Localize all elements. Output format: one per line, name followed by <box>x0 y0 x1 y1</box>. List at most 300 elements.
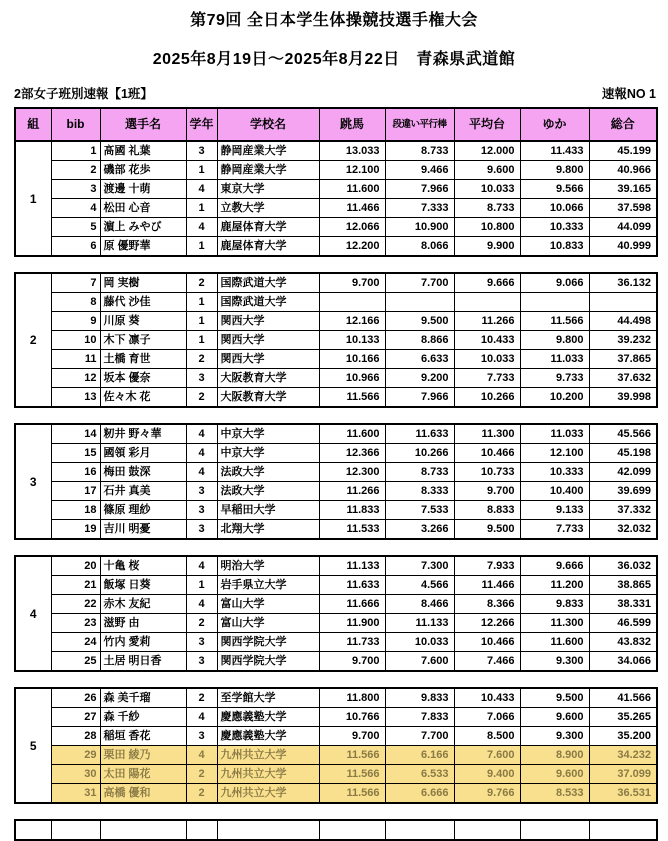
total-score-cell: 45.198 <box>589 444 657 463</box>
next-block-empty-cell <box>186 820 217 840</box>
bulletin-number: 速報NO 1 <box>601 87 656 101</box>
total-score-cell: 36.032 <box>589 556 657 576</box>
total-score-cell: 38.865 <box>589 576 657 595</box>
group-3-block <box>14 423 658 540</box>
uneven-bars-score-cell: 9.200 <box>385 369 454 388</box>
total-score-cell: 46.599 <box>589 614 657 633</box>
group-cell: 4 <box>15 556 51 671</box>
total-score-cell: 40.999 <box>589 237 657 257</box>
athlete-row-bib-12 <box>15 369 657 388</box>
uneven-bars-score-cell: 7.333 <box>385 199 454 218</box>
floor-score-cell: 9.833 <box>520 595 589 614</box>
athlete-name-cell: 赤木 友紀 <box>100 595 186 614</box>
floor-score-cell: 11.033 <box>520 350 589 369</box>
next-block-empty-cell <box>51 820 100 840</box>
floor-score-cell: 8.900 <box>520 746 589 765</box>
athlete-name-cell: 岡 実樹 <box>100 273 186 293</box>
athlete-row-bib-11 <box>15 350 657 369</box>
column-header-total-score: 総合 <box>589 108 657 141</box>
grade-cell: 3 <box>186 482 217 501</box>
total-score-cell: 39.232 <box>589 331 657 350</box>
uneven-bars-score-cell: 10.033 <box>385 633 454 652</box>
vault-score-cell: 9.700 <box>319 727 385 746</box>
athlete-row-bib-22 <box>15 595 657 614</box>
uneven-bars-score-cell: 9.833 <box>385 688 454 708</box>
beam-score-cell: 11.266 <box>454 312 520 331</box>
vault-score-cell: 10.166 <box>319 350 385 369</box>
vault-score-cell: 11.633 <box>319 576 385 595</box>
floor-score-cell: 11.300 <box>520 614 589 633</box>
beam-score-cell: 10.033 <box>454 180 520 199</box>
beam-score-cell: 8.366 <box>454 595 520 614</box>
bib-cell: 2 <box>51 161 100 180</box>
uneven-bars-score-cell: 9.500 <box>385 312 454 331</box>
athlete-name-cell: 土居 明日香 <box>100 652 186 672</box>
school-name-cell: 九州共立大学 <box>217 784 319 804</box>
beam-score-cell: 9.400 <box>454 765 520 784</box>
grade-cell: 3 <box>186 727 217 746</box>
athlete-row-bib-13 <box>15 388 657 408</box>
beam-score-cell: 7.733 <box>454 369 520 388</box>
grade-cell: 3 <box>186 633 217 652</box>
athlete-name-cell: 髙國 礼葉 <box>100 141 186 161</box>
beam-score-cell: 9.766 <box>454 784 520 804</box>
grade-cell: 2 <box>186 273 217 293</box>
uneven-bars-score-cell: 6.633 <box>385 350 454 369</box>
school-name-cell: 富山大学 <box>217 595 319 614</box>
uneven-bars-score-cell: 10.266 <box>385 444 454 463</box>
athlete-row-bib-9 <box>15 312 657 331</box>
athlete-name-cell: 濵上 みやび <box>100 218 186 237</box>
beam-score-cell: 8.833 <box>454 501 520 520</box>
beam-score-cell: 7.466 <box>454 652 520 672</box>
uneven-bars-score-cell: 8.733 <box>385 463 454 482</box>
athlete-name-cell: 飯塚 日葵 <box>100 576 186 595</box>
bib-cell: 23 <box>51 614 100 633</box>
bib-cell: 6 <box>51 237 100 257</box>
group-cell: 2 <box>15 273 51 407</box>
floor-score-cell: 10.333 <box>520 218 589 237</box>
athlete-name-cell: 木下 凛子 <box>100 331 186 350</box>
school-name-cell: 鹿屋体育大学 <box>217 218 319 237</box>
bib-cell: 25 <box>51 652 100 672</box>
next-block-empty-cell <box>217 820 319 840</box>
vault-score-cell: 12.100 <box>319 161 385 180</box>
beam-score-cell: 12.000 <box>454 141 520 161</box>
beam-score-cell: 10.466 <box>454 633 520 652</box>
next-block-empty-cell <box>454 820 520 840</box>
athlete-row-bib-4 <box>15 199 657 218</box>
school-name-cell: 東京大学 <box>217 180 319 199</box>
beam-score-cell: 10.800 <box>454 218 520 237</box>
beam-score-cell: 7.066 <box>454 708 520 727</box>
athlete-name-cell: 佐々木 花 <box>100 388 186 408</box>
athlete-name-cell: 藤代 沙佳 <box>100 293 186 312</box>
column-header-bib: bib <box>51 108 100 141</box>
next-block-empty-cell <box>589 820 657 840</box>
total-score-cell: 37.332 <box>589 501 657 520</box>
total-score-cell: 34.066 <box>589 652 657 672</box>
bib-cell: 29 <box>51 746 100 765</box>
uneven-bars-score-cell: 7.300 <box>385 556 454 576</box>
bib-cell: 7 <box>51 273 100 293</box>
school-name-cell: 国際武道大学 <box>217 293 319 312</box>
grade-cell: 3 <box>186 369 217 388</box>
athlete-row-bib-2 <box>15 161 657 180</box>
athlete-row-bib-20 <box>15 556 657 576</box>
beam-score-cell: 10.033 <box>454 350 520 369</box>
athlete-row-bib-7 <box>15 273 657 293</box>
total-score-cell: 36.132 <box>589 273 657 293</box>
total-score-cell: 43.832 <box>589 633 657 652</box>
uneven-bars-score-cell: 8.733 <box>385 141 454 161</box>
vault-score-cell: 11.800 <box>319 688 385 708</box>
vault-score-cell: 12.066 <box>319 218 385 237</box>
floor-score-cell: 10.333 <box>520 463 589 482</box>
athlete-row-bib-24 <box>15 633 657 652</box>
column-header-vault-score: 跳馬 <box>319 108 385 141</box>
athlete-name-cell: 渡邊 十萌 <box>100 180 186 199</box>
beam-score-cell: 12.266 <box>454 614 520 633</box>
column-header-group: 組 <box>15 108 51 141</box>
vault-score-cell: 13.033 <box>319 141 385 161</box>
beam-score-cell: 11.466 <box>454 576 520 595</box>
next-block-empty-cell <box>100 820 186 840</box>
total-score-cell: 44.498 <box>589 312 657 331</box>
total-score-cell: 35.200 <box>589 727 657 746</box>
floor-score-cell: 12.100 <box>520 444 589 463</box>
floor-score-cell: 9.666 <box>520 556 589 576</box>
school-name-cell: 関西学院大学 <box>217 652 319 672</box>
total-score-cell: 36.531 <box>589 784 657 804</box>
bib-cell: 1 <box>51 141 100 161</box>
athlete-name-cell: 石井 真美 <box>100 482 186 501</box>
group-cell: 1 <box>15 141 51 256</box>
floor-score-cell: 10.833 <box>520 237 589 257</box>
bib-cell: 19 <box>51 520 100 540</box>
next-block-empty-cell <box>385 820 454 840</box>
school-name-cell: 鹿屋体育大学 <box>217 237 319 257</box>
school-name-cell: 関西大学 <box>217 331 319 350</box>
bib-cell: 20 <box>51 556 100 576</box>
bib-cell: 11 <box>51 350 100 369</box>
floor-score-cell: 9.300 <box>520 727 589 746</box>
athlete-row-bib-27 <box>15 708 657 727</box>
beam-score-cell: 10.433 <box>454 331 520 350</box>
column-header-grade: 学年 <box>186 108 217 141</box>
vault-score-cell: 12.300 <box>319 463 385 482</box>
total-score-cell: 37.598 <box>589 199 657 218</box>
school-name-cell: 関西大学 <box>217 312 319 331</box>
athlete-name-cell: 梅田 鼓深 <box>100 463 186 482</box>
grade-cell: 2 <box>186 765 217 784</box>
school-name-cell: 静岡産業大学 <box>217 141 319 161</box>
bib-cell: 27 <box>51 708 100 727</box>
next-block-cropped <box>14 819 658 841</box>
uneven-bars-score-cell: 8.333 <box>385 482 454 501</box>
vault-score-cell: 12.366 <box>319 444 385 463</box>
floor-score-cell: 11.600 <box>520 633 589 652</box>
uneven-bars-score-cell: 7.966 <box>385 180 454 199</box>
floor-score-cell: 10.200 <box>520 388 589 408</box>
athlete-name-cell: 篠原 理紗 <box>100 501 186 520</box>
total-score-cell <box>589 293 657 312</box>
bib-cell: 22 <box>51 595 100 614</box>
school-name-cell: 慶應義塾大学 <box>217 708 319 727</box>
athlete-row-bib-17 <box>15 482 657 501</box>
grade-cell: 2 <box>186 350 217 369</box>
athlete-row-bib-1 <box>15 141 657 161</box>
beam-score-cell: 11.300 <box>454 424 520 444</box>
floor-score-cell: 9.733 <box>520 369 589 388</box>
beam-score-cell: 10.266 <box>454 388 520 408</box>
column-header-floor-score: ゆか <box>520 108 589 141</box>
beam-score-cell: 10.466 <box>454 444 520 463</box>
athlete-name-cell: 森 千紗 <box>100 708 186 727</box>
school-name-cell: 関西学院大学 <box>217 633 319 652</box>
uneven-bars-score-cell: 7.966 <box>385 388 454 408</box>
floor-score-cell: 11.200 <box>520 576 589 595</box>
school-name-cell: 富山大学 <box>217 614 319 633</box>
athlete-row-bib-6 <box>15 237 657 257</box>
floor-score-cell: 7.733 <box>520 520 589 540</box>
total-score-cell: 32.032 <box>589 520 657 540</box>
total-score-cell: 45.566 <box>589 424 657 444</box>
school-name-cell: 九州共立大学 <box>217 746 319 765</box>
beam-score-cell: 7.933 <box>454 556 520 576</box>
floor-score-cell: 10.066 <box>520 199 589 218</box>
school-name-cell: 中京大学 <box>217 424 319 444</box>
next-block-empty-cell <box>319 820 385 840</box>
group-cell: 5 <box>15 688 51 803</box>
uneven-bars-score-cell: 6.666 <box>385 784 454 804</box>
uneven-bars-score-cell: 6.533 <box>385 765 454 784</box>
floor-score-cell: 9.133 <box>520 501 589 520</box>
column-header-school-name: 学校名 <box>217 108 319 141</box>
athlete-row-bib-10 <box>15 331 657 350</box>
group-cell: 3 <box>15 424 51 539</box>
total-score-cell: 44.099 <box>589 218 657 237</box>
bib-cell: 10 <box>51 331 100 350</box>
grade-cell: 2 <box>186 614 217 633</box>
school-name-cell: 静岡産業大学 <box>217 161 319 180</box>
group-5-block <box>14 687 658 804</box>
next-block-cropped-row <box>15 820 657 840</box>
grade-cell: 3 <box>186 652 217 672</box>
athlete-row-bib-16 <box>15 463 657 482</box>
meta-row <box>14 84 656 102</box>
total-score-cell: 38.331 <box>589 595 657 614</box>
athlete-name-cell: 坂本 優奈 <box>100 369 186 388</box>
athlete-row-bib-18 <box>15 501 657 520</box>
athlete-row-bib-5 <box>15 218 657 237</box>
vault-score-cell: 11.833 <box>319 501 385 520</box>
athlete-name-cell: 竹内 愛莉 <box>100 633 186 652</box>
bib-cell: 12 <box>51 369 100 388</box>
uneven-bars-score-cell: 7.600 <box>385 652 454 672</box>
floor-score-cell: 9.300 <box>520 652 589 672</box>
grade-cell: 4 <box>186 424 217 444</box>
athlete-row-bib-31 <box>15 784 657 804</box>
total-score-cell: 37.099 <box>589 765 657 784</box>
beam-score-cell: 9.500 <box>454 520 520 540</box>
uneven-bars-score-cell: 4.566 <box>385 576 454 595</box>
athlete-name-cell: 川原 葵 <box>100 312 186 331</box>
uneven-bars-score-cell: 7.833 <box>385 708 454 727</box>
next-block-empty-cell <box>520 820 589 840</box>
uneven-bars-score-cell: 9.466 <box>385 161 454 180</box>
group-2-block <box>14 272 658 408</box>
athlete-name-cell: 十亀 桜 <box>100 556 186 576</box>
bib-cell: 8 <box>51 293 100 312</box>
group-1-block <box>14 107 658 257</box>
grade-cell: 1 <box>186 161 217 180</box>
vault-score-cell: 10.766 <box>319 708 385 727</box>
results-table-area <box>0 107 668 841</box>
school-name-cell: 北翔大学 <box>217 520 319 540</box>
vault-score-cell: 10.133 <box>319 331 385 350</box>
vault-score-cell: 12.200 <box>319 237 385 257</box>
grade-cell: 4 <box>186 708 217 727</box>
school-name-cell: 法政大学 <box>217 482 319 501</box>
total-score-cell: 39.699 <box>589 482 657 501</box>
athlete-name-cell: 國領 彩月 <box>100 444 186 463</box>
athlete-name-cell: 磯部 花歩 <box>100 161 186 180</box>
column-header-beam-score: 平均台 <box>454 108 520 141</box>
vault-score-cell: 11.666 <box>319 595 385 614</box>
floor-score-cell: 8.533 <box>520 784 589 804</box>
uneven-bars-score-cell <box>385 293 454 312</box>
athlete-name-cell: 土橋 育世 <box>100 350 186 369</box>
vault-score-cell: 11.266 <box>319 482 385 501</box>
total-score-cell: 34.232 <box>589 746 657 765</box>
athlete-row-bib-14 <box>15 424 657 444</box>
bib-cell: 18 <box>51 501 100 520</box>
grade-cell: 1 <box>186 199 217 218</box>
athlete-name-cell: 原 優野華 <box>100 237 186 257</box>
vault-score-cell: 11.600 <box>319 424 385 444</box>
athlete-row-bib-29 <box>15 746 657 765</box>
total-score-cell: 42.099 <box>589 463 657 482</box>
athlete-row-bib-28 <box>15 727 657 746</box>
bib-cell: 21 <box>51 576 100 595</box>
total-score-cell: 39.165 <box>589 180 657 199</box>
school-name-cell: 立教大学 <box>217 199 319 218</box>
grade-cell: 4 <box>186 180 217 199</box>
bib-cell: 4 <box>51 199 100 218</box>
total-score-cell: 39.998 <box>589 388 657 408</box>
school-name-cell: 法政大学 <box>217 463 319 482</box>
grade-cell: 2 <box>186 688 217 708</box>
athlete-name-cell: 森 美千瑠 <box>100 688 186 708</box>
floor-score-cell <box>520 293 589 312</box>
bib-cell: 24 <box>51 633 100 652</box>
total-score-cell: 37.865 <box>589 350 657 369</box>
grade-cell: 4 <box>186 746 217 765</box>
bib-cell: 15 <box>51 444 100 463</box>
grade-cell: 1 <box>186 293 217 312</box>
floor-score-cell: 9.566 <box>520 180 589 199</box>
vault-score-cell: 11.533 <box>319 520 385 540</box>
floor-score-cell: 11.433 <box>520 141 589 161</box>
school-name-cell: 大阪教育大学 <box>217 369 319 388</box>
athlete-name-cell: 籾井 野々華 <box>100 424 186 444</box>
school-name-cell: 中京大学 <box>217 444 319 463</box>
grade-cell: 3 <box>186 141 217 161</box>
vault-score-cell: 11.566 <box>319 765 385 784</box>
beam-score-cell: 8.733 <box>454 199 520 218</box>
floor-score-cell: 11.566 <box>520 312 589 331</box>
group-4-block <box>14 555 658 672</box>
beam-score-cell: 8.500 <box>454 727 520 746</box>
vault-score-cell: 11.566 <box>319 784 385 804</box>
bib-cell: 28 <box>51 727 100 746</box>
uneven-bars-score-cell: 11.133 <box>385 614 454 633</box>
athlete-row-bib-8 <box>15 293 657 312</box>
uneven-bars-score-cell: 8.066 <box>385 237 454 257</box>
bib-cell: 13 <box>51 388 100 408</box>
beam-score-cell: 9.900 <box>454 237 520 257</box>
athlete-row-bib-21 <box>15 576 657 595</box>
bib-cell: 30 <box>51 765 100 784</box>
beam-score-cell: 10.433 <box>454 688 520 708</box>
grade-cell: 1 <box>186 237 217 257</box>
uneven-bars-score-cell: 6.166 <box>385 746 454 765</box>
beam-score-cell: 7.600 <box>454 746 520 765</box>
beam-score-cell: 10.733 <box>454 463 520 482</box>
vault-score-cell: 11.466 <box>319 199 385 218</box>
floor-score-cell: 10.400 <box>520 482 589 501</box>
athlete-row-bib-3 <box>15 180 657 199</box>
total-score-cell: 41.566 <box>589 688 657 708</box>
uneven-bars-score-cell: 10.900 <box>385 218 454 237</box>
vault-score-cell: 11.733 <box>319 633 385 652</box>
vault-score-cell: 12.166 <box>319 312 385 331</box>
grade-cell: 2 <box>186 388 217 408</box>
school-name-cell: 九州共立大学 <box>217 765 319 784</box>
column-header-athlete-name: 選手名 <box>100 108 186 141</box>
athlete-name-cell: 吉川 明憂 <box>100 520 186 540</box>
vault-score-cell: 11.566 <box>319 746 385 765</box>
school-name-cell: 大阪教育大学 <box>217 388 319 408</box>
athlete-name-cell: 高橋 優和 <box>100 784 186 804</box>
athlete-name-cell: 松田 心音 <box>100 199 186 218</box>
column-header-uneven-bars-score: 段違い平行棒 <box>385 108 454 141</box>
athlete-name-cell: 太田 陽花 <box>100 765 186 784</box>
uneven-bars-score-cell: 7.533 <box>385 501 454 520</box>
bib-cell: 17 <box>51 482 100 501</box>
uneven-bars-score-cell: 7.700 <box>385 727 454 746</box>
vault-score-cell <box>319 293 385 312</box>
school-name-cell: 早稲田大学 <box>217 501 319 520</box>
bib-cell: 16 <box>51 463 100 482</box>
school-name-cell: 慶應義塾大学 <box>217 727 319 746</box>
next-block-empty-cell <box>15 820 51 840</box>
bib-cell: 5 <box>51 218 100 237</box>
vault-score-cell: 10.966 <box>319 369 385 388</box>
athlete-row-bib-30 <box>15 765 657 784</box>
beam-score-cell <box>454 293 520 312</box>
floor-score-cell: 9.800 <box>520 331 589 350</box>
bib-cell: 9 <box>51 312 100 331</box>
grade-cell: 3 <box>186 501 217 520</box>
athlete-name-cell: 栗田 綾乃 <box>100 746 186 765</box>
section-label: 2部女子班別速報【1班】 <box>14 87 153 101</box>
beam-score-cell: 9.666 <box>454 273 520 293</box>
total-score-cell: 45.199 <box>589 141 657 161</box>
total-score-cell: 37.632 <box>589 369 657 388</box>
grade-cell: 1 <box>186 312 217 331</box>
